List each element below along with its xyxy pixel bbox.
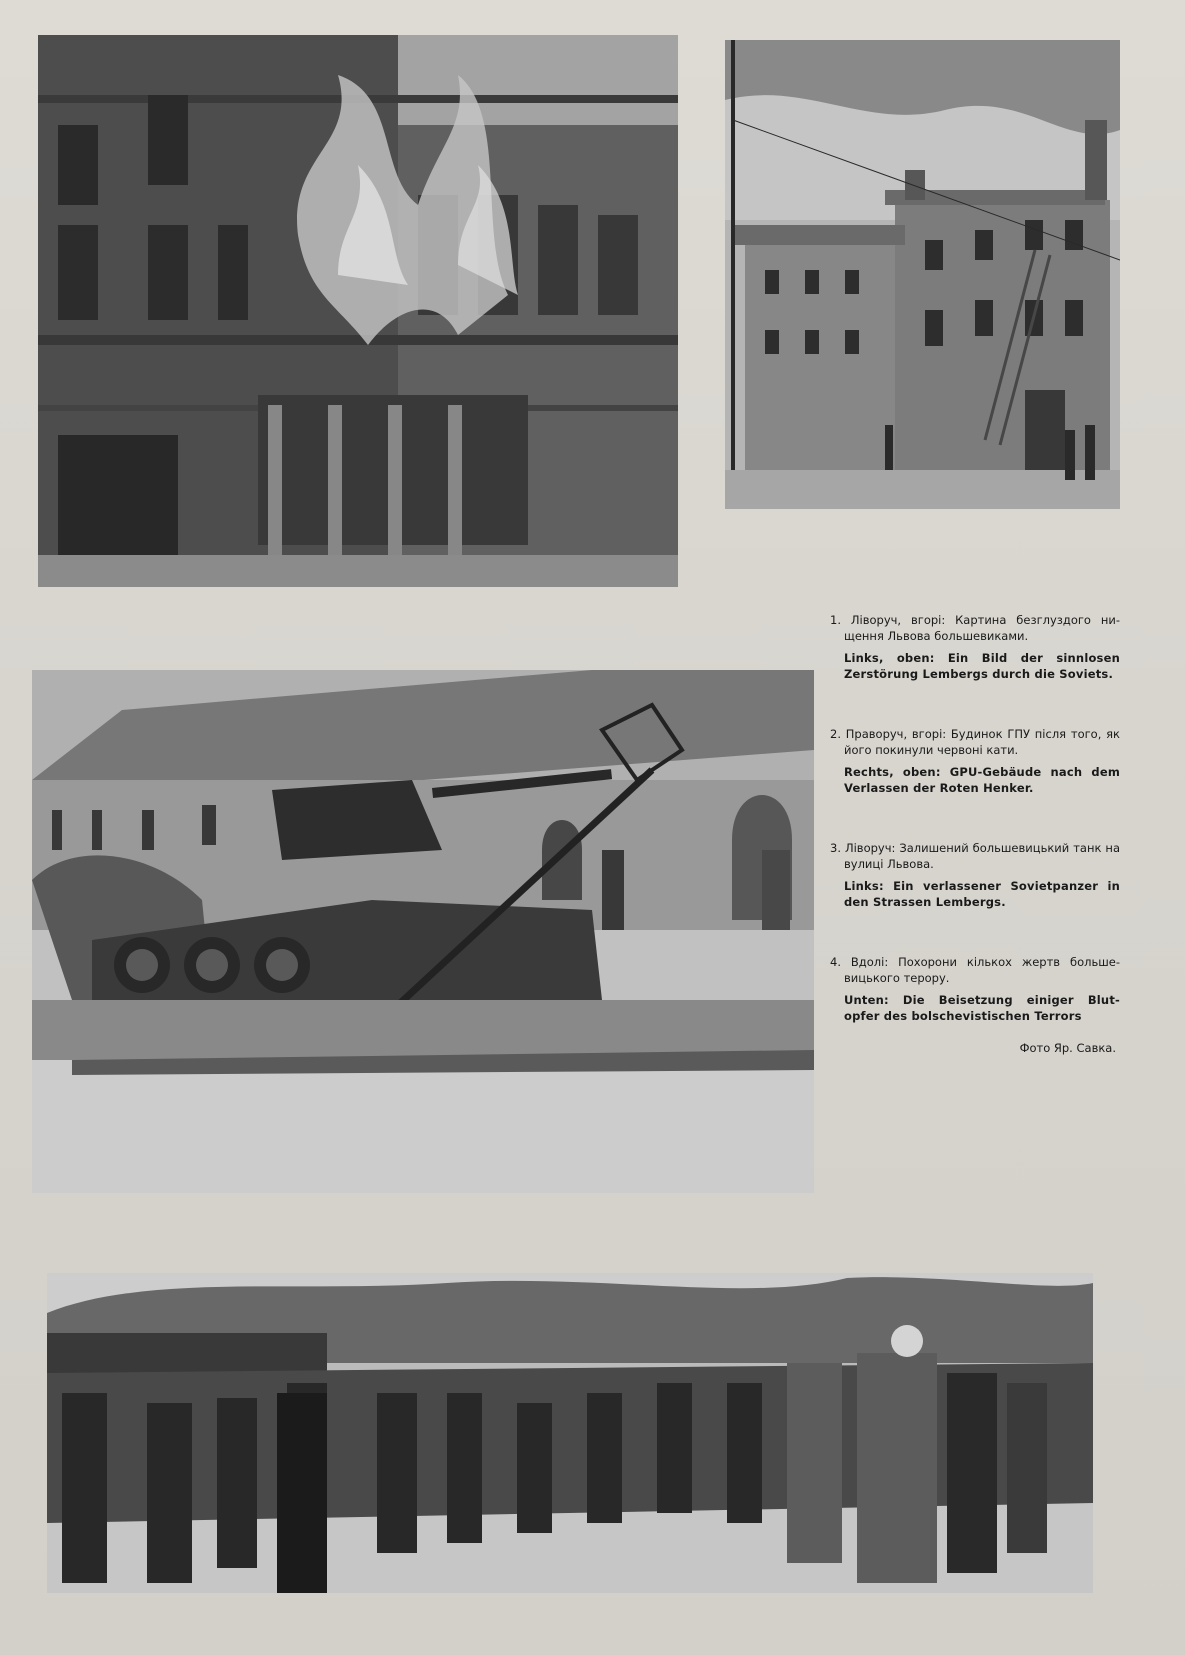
caption-3 — [830, 840, 1120, 910]
caption-3-german: Links: Ein verlassener Sovietpanzer in den Strassen Lembergs. — [844, 879, 1120, 909]
photo-gpu-building — [725, 40, 1120, 509]
caption-2-ukrainian: 2. Праворуч, вгорі: Будинок ГПУ після того, як його покинули червоні кати. — [830, 727, 1120, 757]
caption-1 — [830, 612, 1120, 682]
photo-burning-building — [38, 35, 678, 587]
photo-funeral — [47, 1273, 1093, 1593]
photo-abandoned-tank — [32, 670, 814, 1193]
caption-1-german: Links, oben: Ein Bild der sinnlosen Zerstörung Lembergs durch die Soviets. — [844, 651, 1120, 681]
photo-credit: Фото Яр. Савка. — [1019, 1041, 1116, 1055]
caption-4-german: Unten: Die Beisetzung einiger Blut- opfer des bolschevistischen Terrors — [844, 993, 1120, 1023]
caption-4 — [830, 954, 1120, 1024]
caption-4-ukrainian: 4. Вдолі: Похорони кількох жертв больше- вицького терору. — [830, 955, 1120, 985]
caption-2-german: Rechts, oben: GPU-Gebäude nach dem Verlassen der Roten Henker. — [844, 765, 1120, 795]
caption-2 — [830, 726, 1120, 796]
captions-column — [830, 612, 1120, 1056]
caption-3-ukrainian: 3. Ліворуч: Залишений большевицький танк на вулиці Львова. — [830, 841, 1120, 871]
caption-1-ukrainian: 1. Ліворуч, вгорі: Картина безглуздого ни- щення Львова большевиками. — [830, 613, 1120, 643]
